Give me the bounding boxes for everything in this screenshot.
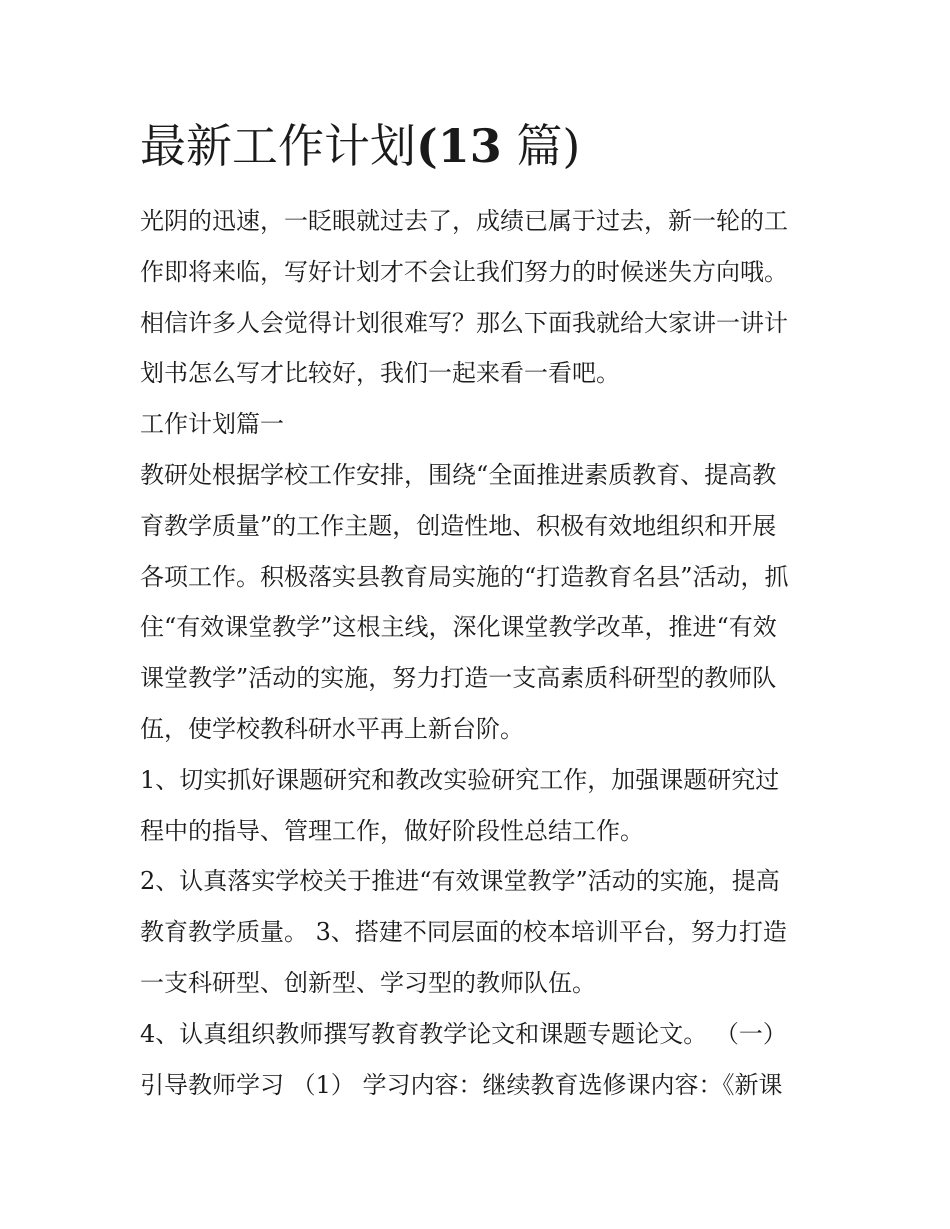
list-item-line: 程中的指导、管理工作，做好阶段性总结工作。 (140, 816, 644, 845)
title-prefix: 最新工作计划 (140, 119, 416, 173)
list-item-line: 2、认真落实学校关于推进“有效课堂教学”活动的实施，提高 (140, 867, 780, 896)
document-body (140, 196, 820, 1110)
title-suffix: 篇) (501, 119, 581, 173)
body-line: 各项工作。积极落实县教育局实施的“打造教育名县”活动，抓 (140, 562, 789, 591)
body-line: 教研处根据学校工作安排，围绕“全面推进素质教育、提高教 (140, 460, 777, 489)
body-line: 育教学质量”的工作主题，创造性地、积极有效地组织和开展 (140, 511, 777, 540)
body-line: 作即将来临，写好计划才不会让我们努力的时候迷失方向哦。 (140, 257, 788, 286)
body-line: 相信许多人会觉得计划很难写？那么下面我就给大家讲一讲计 (140, 308, 788, 337)
list-item-line: 1、切实抓好课题研究和教改实验研究工作，加强课题研究过 (140, 765, 780, 794)
title-number: (13 (416, 119, 502, 173)
body-line: 伍，使学校教科研水平再上新台阶。 (140, 714, 524, 743)
list-item-line: 4、认真组织教师撰写教育教学论文和课题专题论文。 （一） (140, 1019, 787, 1048)
list-item-line: 教育教学质量。 3、搭建不同层面的校本培训平台，努力打造 (140, 918, 787, 947)
page-title (140, 116, 580, 176)
body-line: 划书怎么写才比较好，我们一起来看一看吧。 (140, 359, 620, 388)
body-line: 课堂教学”活动的实施，努力打造一支高素质科研型的教师队 (140, 664, 777, 693)
body-line: 光阴的迅速，一眨眼就过去了，成绩已属于过去，新一轮的工 (140, 207, 788, 235)
list-item-line: 引导教师学习 （1） 学习内容：继续教育选修课内容：《新课 (140, 1070, 783, 1099)
section-heading: 工作计划篇一 (140, 410, 284, 439)
list-item-line: 一支科研型、创新型、学习型的教师队伍。 (140, 968, 596, 997)
body-line: 住“有效课堂教学”这根主线，深化课堂教学改革，推进“有效 (140, 613, 777, 642)
